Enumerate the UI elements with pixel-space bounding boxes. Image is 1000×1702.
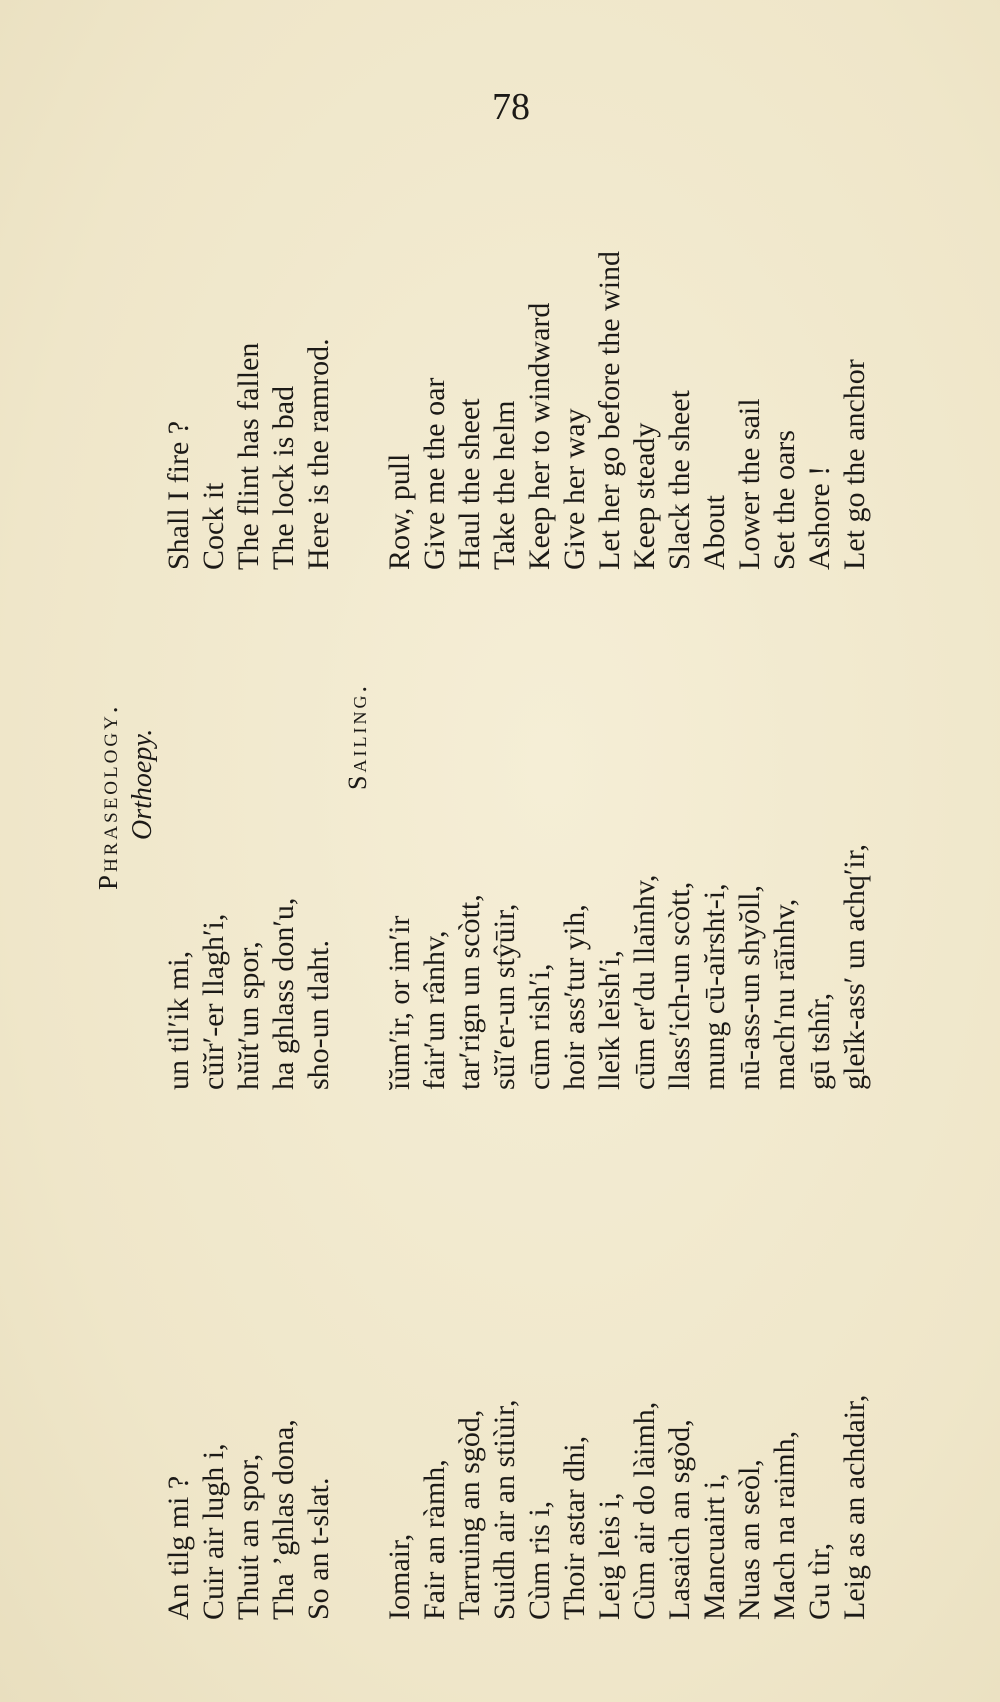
english-column: [382, 0, 872, 570]
gaelic-line: Lasaich an sgòd,: [663, 1419, 696, 1620]
gaelic-line: Suidh air an stiùir,: [488, 1399, 521, 1620]
gaelic-column: [382, 1020, 872, 1620]
english-line: Cock it: [197, 482, 230, 570]
gaelic-line: Thuit an spor,: [232, 1453, 265, 1620]
orthoepy-heading: Orthoepy.: [127, 728, 158, 840]
english-line: Take the helm: [488, 400, 521, 570]
pronunciation-column: [161, 570, 336, 1090]
gaelic-line: Iomair,: [383, 1533, 416, 1620]
gaelic-line: Mach na raimh,: [768, 1430, 801, 1620]
pronunciation-line: mung cū-aĭrsht-i,: [698, 883, 731, 1090]
gaelic-line: Gu tìr,: [803, 1542, 836, 1620]
rotated-text-block: [93, 220, 915, 1620]
pronunciation-line: mach′nu rāĭnhv,: [768, 898, 801, 1090]
english-line: The lock is bad: [267, 385, 300, 570]
pronunciation-line: nū-ass-un shyŏll,: [733, 885, 766, 1090]
gaelic-line: Cùm ris i,: [523, 1500, 556, 1620]
sailing-heading: Sailing.: [343, 683, 372, 790]
gaelic-column: [161, 1020, 336, 1620]
gaelic-line: Fair an ràmh,: [418, 1459, 451, 1620]
english-line: About: [698, 495, 731, 570]
pronunciation-line: fair′un rânhv,: [418, 930, 451, 1090]
english-line: Let go the anchor: [838, 359, 871, 570]
english-line: Give me the oar: [418, 377, 451, 570]
pronunciation-line: sho-un tlaht.: [302, 940, 335, 1090]
pronunciation-line: cūm er′du llaĭnhv,: [628, 874, 661, 1090]
english-line: Shall I fire ?: [162, 420, 195, 570]
english-line: Set the oars: [768, 430, 801, 570]
gaelic-line: Cùm air do làimh,: [628, 1401, 661, 1620]
pronunciation-line: sŭĭ′er-un stŷūir,: [488, 903, 521, 1090]
pronunciation-line: lleĭk leĭsh′i,: [593, 950, 626, 1090]
english-line: Keep her to windward: [523, 302, 556, 570]
gaelic-line: Leig leis i,: [593, 1492, 626, 1620]
gaelic-line: Leig as an achdair,: [838, 1394, 871, 1620]
english-line: Slack the sheet: [663, 390, 696, 570]
english-column: [161, 0, 336, 570]
pronunciation-line: llass′ich-un scòtt,: [663, 881, 696, 1090]
pronunciation-line: hŭĭt′un spor,: [232, 941, 265, 1090]
gaelic-line: Cuir air lugh i,: [197, 1443, 230, 1620]
pronunciation-line: cūm rish′i,: [523, 963, 556, 1090]
english-line: Ashore !: [803, 465, 836, 570]
phraseology-heading: Phraseology.: [93, 703, 123, 890]
english-line: Lower the sail: [733, 398, 766, 570]
gaelic-line: So an t-slat.: [302, 1477, 335, 1620]
pronunciation-column: [382, 570, 872, 1090]
pronunciation-line: cŭĭr′-er llagh′i,: [197, 913, 230, 1090]
gaelic-line: Tarruing an sgòd,: [453, 1409, 486, 1620]
page-number: 78: [492, 86, 530, 128]
pronunciation-line: tar′rign un scòtt,: [453, 894, 486, 1090]
gaelic-line: Tha ’ghlas dona,: [267, 1419, 300, 1620]
gaelic-line: Mancuairt i,: [698, 1473, 731, 1620]
pronunciation-line: gū tshîr,: [803, 992, 836, 1090]
gaelic-line: Nuas an seòl,: [733, 1459, 766, 1620]
english-line: Keep steady: [628, 422, 661, 570]
pronunciation-line: gleĭk-ass′ un achq′ir,: [838, 843, 871, 1090]
pronunciation-line: hoir ass′tur yih,: [558, 904, 591, 1090]
gaelic-line: An tilg mi ?: [162, 1475, 195, 1620]
english-line: The flint has fallen: [232, 342, 265, 570]
pronunciation-line: ĭŭm′ir, or im′ir: [383, 915, 416, 1090]
english-line: Give her way: [558, 408, 591, 570]
pronunciation-line: ha ghlass don′u,: [267, 897, 300, 1090]
gaelic-line: Thoir astar dhi,: [558, 1435, 591, 1620]
english-line: Haul the sheet: [453, 398, 486, 570]
pronunciation-line: un til′ik mi,: [162, 950, 195, 1090]
english-line: Here is the ramrod.: [302, 338, 335, 570]
english-line: Row, pull: [383, 453, 416, 570]
english-line: Let her go before the wind: [593, 250, 626, 570]
